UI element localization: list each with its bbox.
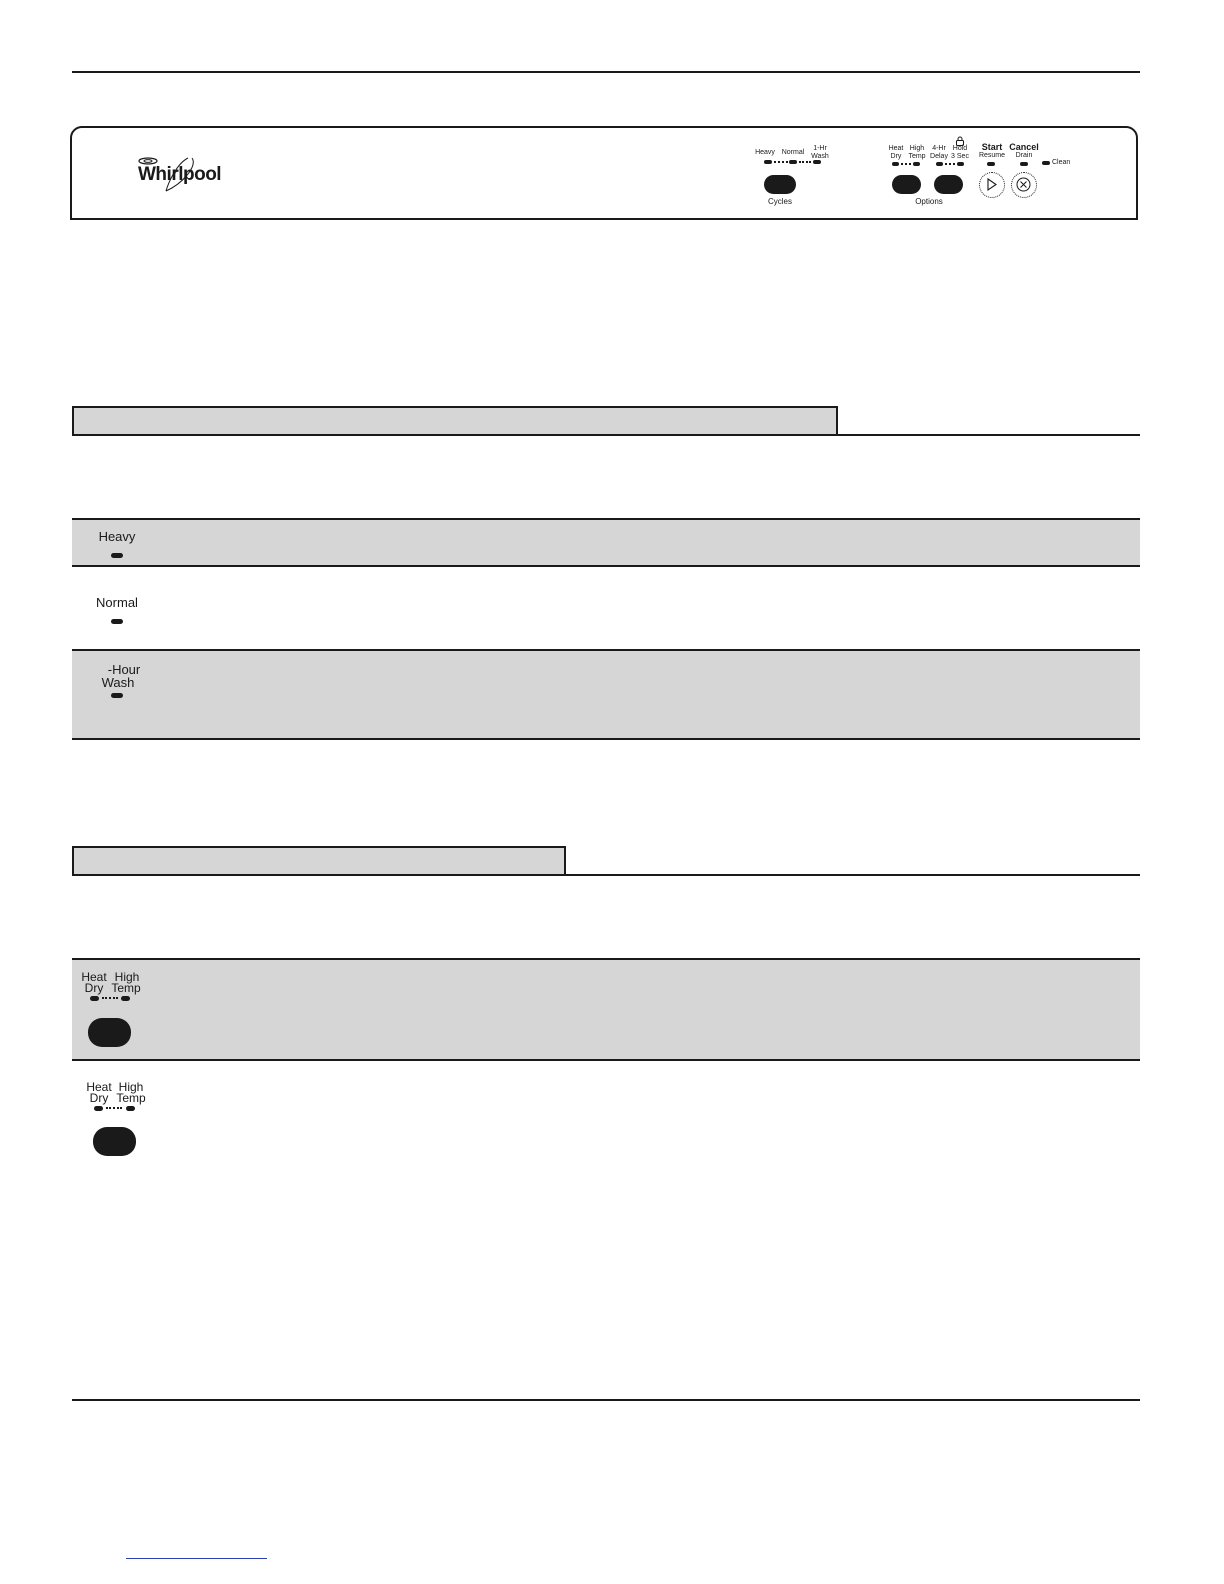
cycle-label-heavy: Heavy <box>755 149 775 156</box>
cancel-title: Cancel <box>1009 142 1039 152</box>
option-led-delay <box>936 162 943 166</box>
cycle-led-heavy <box>764 160 772 164</box>
options-button-label: Options <box>915 197 943 206</box>
option-row-button[interactable] <box>93 1127 136 1156</box>
cycle-row-led <box>111 553 123 558</box>
option-row-heat: Heat <box>81 970 107 984</box>
start-button[interactable] <box>979 172 1005 198</box>
option-hold-top: Hold <box>952 145 968 152</box>
cycle-row-label: Normal <box>96 595 138 610</box>
option-row-heat: Heat <box>86 1080 112 1094</box>
cycle-row-label: Heavy <box>98 529 136 544</box>
table-row <box>72 651 1140 740</box>
cancel-button[interactable] <box>1011 172 1037 198</box>
brand-name: Whirlpool <box>138 164 222 185</box>
cycle-row-label: -Hour <box>107 662 141 677</box>
option-row-dots <box>106 1107 122 1109</box>
cycles-section-rule <box>72 434 1140 436</box>
option-heat-dry-top: Heat <box>888 145 904 152</box>
option-delay-bottom: Delay <box>930 153 948 160</box>
option-delay-top: 4-Hr <box>932 145 946 152</box>
cycles-button-label: Cycles <box>767 197 792 206</box>
option-row-dry: Dry <box>89 1091 109 1105</box>
option-hold-bottom: 3 Sec <box>951 153 969 160</box>
cancel-subtitle: Drain <box>1015 152 1033 159</box>
cycle-row-led <box>111 619 123 624</box>
option-led-hold <box>957 162 964 166</box>
whirlpool-logo <box>136 154 226 194</box>
cycle-dots <box>774 161 788 163</box>
option-row-led-left <box>94 1106 103 1111</box>
option-row-temp: Temp <box>111 981 141 995</box>
play-icon <box>980 173 1003 196</box>
cycle-label-normal: Normal <box>781 149 805 156</box>
cycles-section-tab <box>72 406 838 435</box>
clean-led <box>1042 161 1050 165</box>
table-row <box>72 567 1140 651</box>
option-dots-1 <box>901 163 911 165</box>
option-led-heat-dry <box>892 162 899 166</box>
cycle-row-label-2: Wash <box>101 675 135 690</box>
option-row-high: High <box>118 1080 144 1094</box>
option-high-temp-top: High <box>909 145 925 152</box>
option-row-high: High <box>114 970 140 984</box>
option-row-temp: Temp <box>116 1091 146 1105</box>
table-row <box>72 520 1140 567</box>
control-panel <box>70 126 1138 220</box>
start-led <box>987 162 995 166</box>
cycle-dots-2 <box>799 161 811 163</box>
clean-label: Clean <box>1052 159 1071 166</box>
option-row-led-left <box>90 996 99 1001</box>
option-led-high-temp <box>913 162 920 166</box>
footer-rule <box>72 1399 1140 1401</box>
option-row-button[interactable] <box>88 1018 131 1047</box>
option-row-led-right <box>126 1106 135 1111</box>
option-row-dots <box>102 997 118 999</box>
options-button-left[interactable] <box>892 175 921 194</box>
option-high-temp-bottom: Temp <box>908 153 926 160</box>
options-section-rule <box>72 874 1140 876</box>
cancel-led <box>1020 162 1028 166</box>
option-row-dry: Dry <box>84 981 104 995</box>
cycle-label-1hr-top: 1-Hr <box>813 145 827 152</box>
options-button-right[interactable] <box>934 175 963 194</box>
option-heat-dry-bottom: Dry <box>890 153 902 160</box>
cycle-led-normal <box>789 160 797 164</box>
footer-link-underline[interactable] <box>126 1558 267 1559</box>
table-row <box>72 960 1140 1061</box>
lock-icon <box>955 133 965 143</box>
start-title: Start <box>981 142 1003 152</box>
option-row-led-right <box>121 996 130 1001</box>
cycle-row-led <box>111 693 123 698</box>
cycle-label-1hr-bottom: Wash <box>811 153 829 160</box>
table-row <box>72 1061 1140 1171</box>
cancel-icon <box>1012 173 1035 196</box>
options-section-tab <box>72 846 566 875</box>
cycle-led-1hr <box>813 160 821 164</box>
header-rule <box>72 71 1140 73</box>
option-dots-2 <box>945 163 955 165</box>
start-subtitle: Resume <box>978 152 1006 159</box>
cycles-button[interactable] <box>764 175 796 194</box>
